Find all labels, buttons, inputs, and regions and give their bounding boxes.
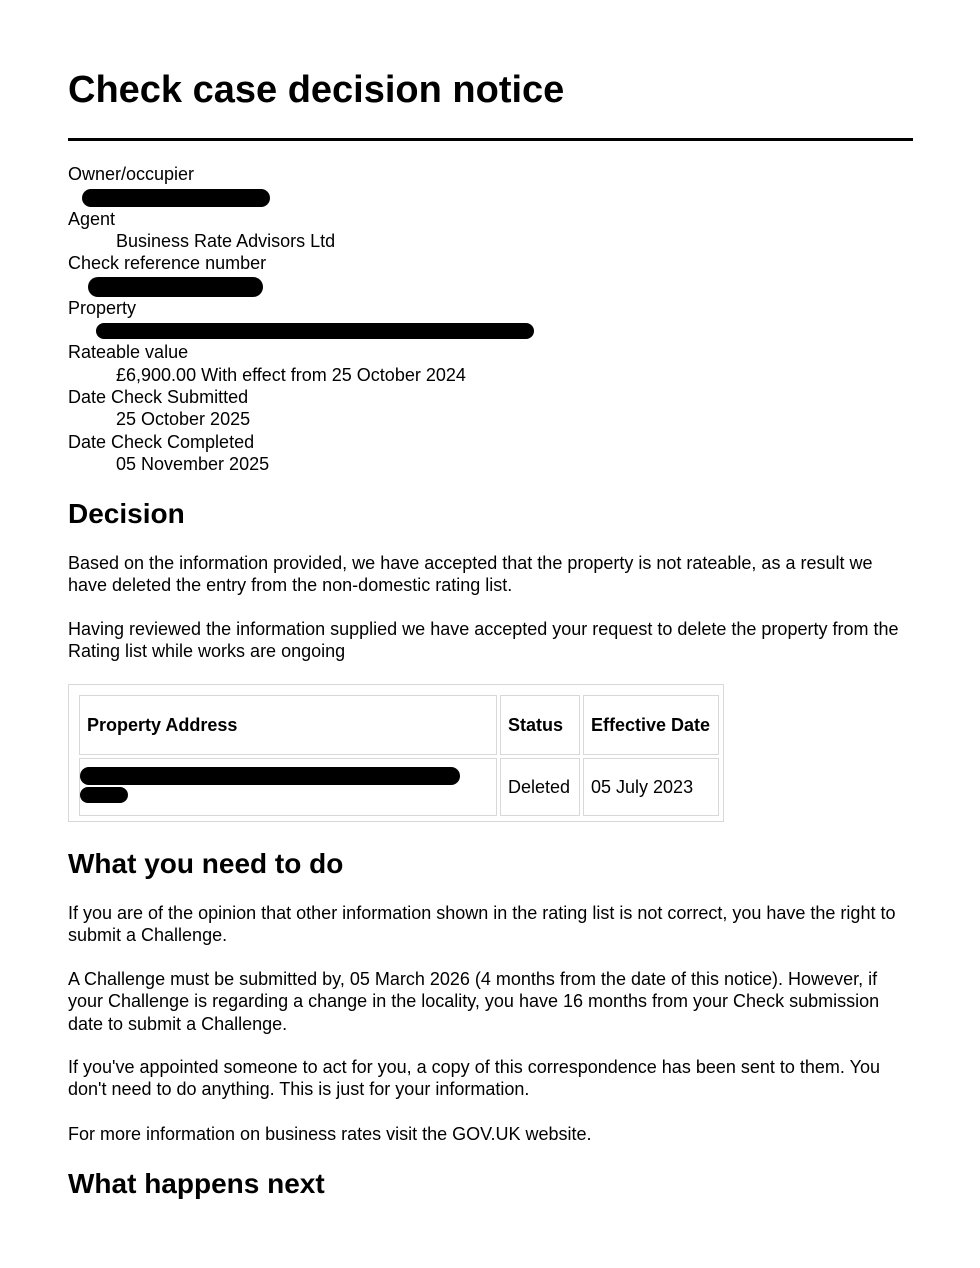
table-row bbox=[79, 758, 719, 816]
what-to-do-heading: What you need to do bbox=[68, 848, 344, 879]
decision-paragraph: Based on the information provided, we have accepted that the property is not rateable, as a result we have deleted the entry from the non-domestic rating list. bbox=[68, 553, 873, 596]
what-to-do-paragraph: For more information on business rates visit the GOV.UK website. bbox=[68, 1124, 592, 1144]
redaction-mark bbox=[80, 767, 460, 785]
rateable-value-label: Rateable value bbox=[68, 342, 189, 363]
date-submitted-value: 25 October 2025 bbox=[116, 409, 251, 430]
agent-label: Agent bbox=[68, 208, 116, 229]
property-value bbox=[96, 319, 534, 341]
date-submitted-label: Date Check Submitted bbox=[68, 386, 249, 407]
redaction-mark bbox=[80, 787, 128, 803]
case-details bbox=[68, 163, 534, 475]
what-to-do-paragraph: If you are of the opinion that other information shown in the rating list is not correct, you have the right to submit a Challenge. bbox=[68, 903, 896, 946]
decision-heading: Decision bbox=[68, 498, 185, 529]
property-address-cell bbox=[79, 758, 497, 816]
effective-date-cell: 05 July 2023 bbox=[583, 758, 719, 816]
check-reference-value bbox=[88, 274, 534, 296]
column-header: Property Address bbox=[79, 695, 497, 755]
page-title: Check case decision notice bbox=[68, 69, 565, 111]
what-to-do-paragraph: A Challenge must be submitted by, 05 March 2026 (4 months from the date of this notice). However, if your Challenge is regarding a change in the locality, you have 16 months from your Check submission date to submit a Challenge. bbox=[68, 969, 880, 1034]
check-reference-label: Check reference number bbox=[68, 253, 267, 274]
table-header-row bbox=[79, 695, 719, 755]
redaction-mark bbox=[88, 277, 263, 297]
redaction-mark bbox=[82, 189, 270, 207]
owner-label: Owner/occupier bbox=[68, 164, 195, 184]
decision-paragraph: Having reviewed the information supplied we have accepted your request to delete the property from the Rating list while works are ongoing bbox=[68, 619, 899, 662]
date-completed-label: Date Check Completed bbox=[68, 431, 255, 452]
title-divider bbox=[68, 138, 913, 141]
property-label: Property bbox=[68, 297, 137, 318]
column-header: Effective Date bbox=[583, 695, 719, 755]
agent-value: Business Rate Advisors Ltd bbox=[116, 230, 336, 251]
status-cell: Deleted bbox=[500, 758, 580, 816]
rateable-value: £6,900.00 With effect from 25 October 2024 bbox=[116, 364, 466, 385]
property-table bbox=[68, 684, 724, 822]
what-to-do-paragraph: If you've appointed someone to act for you, a copy of this correspondence has been sent to them. You don't need to do anything. This is just for your information. bbox=[68, 1057, 880, 1100]
owner-value bbox=[82, 185, 534, 207]
redaction-mark bbox=[96, 323, 534, 339]
what-happens-next-heading: What happens next bbox=[68, 1168, 325, 1199]
date-completed-value: 05 November 2025 bbox=[116, 453, 270, 474]
column-header: Status bbox=[500, 695, 580, 755]
